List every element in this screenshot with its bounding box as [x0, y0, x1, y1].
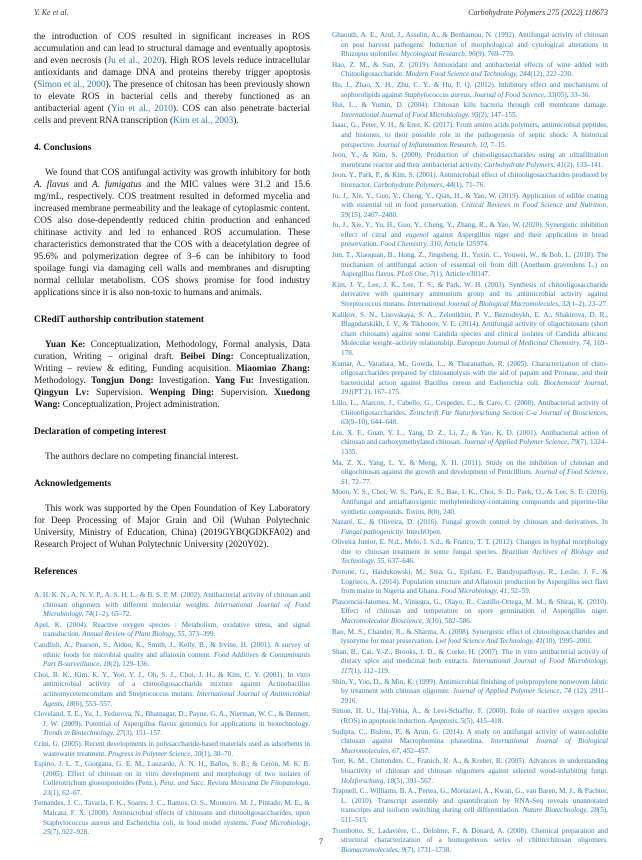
reference-item[interactable]: Apel, K. (2004). Reactive oxygen species : Metabolism, oxidative stress, and signal transduction. Annual Review of Plant Biology, 55, 373–399.	[34, 620, 310, 639]
reference-item[interactable]: Kulikov, S. N., Lisovskaya, S. A., Zelenikhin, P. V., Bezrodnykh, E. A., Shakirova, D. R., Blagodatskikh, I. V., & Tikhonov, V. E. (2014). Antifungal activity of oligochitosans (short chain chitosans) against some Candida species and clinical isolates of Candida albicans: Molecular weight–activity relationship. European Journal of Medicinal Chemistry, 74, 169–178.	[332, 310, 608, 357]
reference-item[interactable]: Cleveland, T. E., Yu, J., Fedorova, N., Bhatnagar, D., Payne, G. A., Nierman, W. C., & Bennett, J. W. (2009). Potential of Aspergillus flavus genomics for applications in biotechnology. Trends in Biotechnology, 27(3), 151–157.	[34, 710, 310, 738]
reference-item[interactable]: Crini, G. (2005). Recent developments in polysaccharide-based materials used as adsorbents in wastewater treatment. Progress in Polymer Science, 30(1), 38–70.	[34, 739, 310, 758]
references-list-left	[34, 591, 310, 838]
citation-link[interactable]: Yin et al., 2010	[111, 104, 173, 114]
reference-item[interactable]: Simon, H. U., Haj-Yehia, A., & Levi-Schaffer, F. (2000). Role of reactive oxygen species (ROS) in apoptosis induction. Apoptosis, 5(5), 415–418.	[332, 707, 608, 725]
reference-item[interactable]: Espino, J. L. T., Giorgana, G. E. M., Lauzardo, A. N. H., Baños, S. B., & Cerón, M. K. B. (2005). Effect of chitosan on in vitro development and morphology of two isolates of Colletotrichum gloeosporioides (Penz.). Penz. and Sacc. Revista Mexicana De Fitopatologa, 23(1), 62–67.	[34, 760, 310, 797]
reference-item[interactable]: Jun, T., Xiaoquan, B., Hong, Z., Jingsheng, H., Yuxin, C., Youwei, W., & Bob, L. (2018). The mechanism of antifungal action of essential oil from dill (Anethum graveolens L.) on Aspergillus flavus. PLoS One, 7(1), Article e30147.	[332, 251, 608, 279]
heading-credit-statement: CRediT authorship contribution statement	[34, 315, 205, 325]
two-column-layout	[34, 31, 608, 856]
heading-references: References	[34, 567, 78, 577]
reference-item[interactable]: Kim, J. Y., Lee, J. K., Lee, T. S., & Park, W. H. (2003). Synthesis of chitooligosaccharide derivative with quaternary ammonium group and its antimicrobial activity against Streptococcus mutans. International Journal of Biological Macromolecules, 32(1–2), 23–27.	[332, 280, 608, 309]
reference-item[interactable]: Nazaré, E., & Oliveira, D. (2016). Fungal growth control by chitosan and derivatives. In Fungal pathogenicity. IntechOpen.	[332, 518, 608, 536]
right-column	[332, 31, 608, 856]
reference-item[interactable]: Hao, Z. M., & Sun, Z. (2019). Antioxidant and antibacterial effects of wine added with Chitooligosaccharide. Modern Food Science and Technology, 244(12), 222–230.	[332, 60, 608, 79]
references-list-right	[332, 31, 608, 855]
citation-link[interactable]: Ju et al., 2020	[107, 56, 162, 66]
reference-item[interactable]: Liu, X. F., Guan, Y. L., Yang, D. Z., Li, Z., & Yao, K. D. (2001). Antibacterial action of chitosan and carboxymethylated chitosan. Journal of Applied Polymer Science, 79(7), 1324–1335.	[332, 428, 608, 456]
reference-item[interactable]: Shan, B., Cai, Y.-Z., Brooks, J. D., & Corke, H. (2007). The in vitro antibacterial activity of dietary spice and medicinal herb extracts. International Journal of Food Microbiology, 117(1), 112–119.	[332, 647, 609, 675]
reference-item[interactable]: Jeon, Y., Park, P., & Kim, S. (2001). Antimicrobial effect of chitooligosaccharides produced by bioreactor. Carbohydrate Polymers, 44(1), 71–76.	[332, 171, 608, 189]
reference-item[interactable]: Kumar, A., Varadara, M., Gowda, L., & Tharanathan, R. (2005). Characterization of chito-oligosaccharides prepared by chitosanolysis with the aid of papain and Pronase, and their bactericidal action against Bacillus cereus and Escherichia coli. Biochemical Journal, 391(PT 2), 167–175.	[332, 359, 608, 397]
running-head-authors: Y. Ke et al.	[34, 8, 69, 17]
reference-item[interactable]: Ma, Z. X., Yang, L. Y., & Meng, X. H. (2011). Study on the inhibition of chitosan and oligochitosan against the growth and development of Penicillium. Journal of Food Science, S1, 72–77.	[332, 458, 608, 486]
reference-item[interactable]: Jeon, Y., & Kim, S. (2000). Production of chitooligosaccharides using an ultrafiltration membrane reactor and their antibacterial activity. Carbohydrate Polymers, 41(2), 133–141.	[332, 151, 608, 169]
reference-item[interactable]: Perrone, G., Haidukowski, M., Stea, G., Epifani, F., Bandyopadhyay, R., Leslie, J. F., & Logrieco, A. (2014). Population structure and Aflatoxin production by Aspergillus sect flavi from maize in Nigeria and Ghana. Food Microbiology, 41, 52–59.	[332, 568, 608, 596]
page-header	[34, 8, 608, 17]
reference-item[interactable]: Rao, M. S., Chander, R., & Sharma, A. (2008). Synergistic effect of chitooligosaccharides and lysozyme for meat preservation. Lwt food Science And Technology, 41(10), 1995–2001.	[332, 627, 608, 646]
journal-citation: Carbohydrate Polymers 275 (2022) 118673	[468, 8, 608, 17]
reference-item[interactable]: Lillo, L., Alarcon, J., Cabello, G., Cespedes, C., & Caro, C. (2008). Antibacterial activity of Chitooligosaccharides. Zeitschrift Fur Naturforschung Section C-a Journal of Biosciences, 63(9–10), 644–648.	[332, 398, 609, 427]
reference-item[interactable]: Shin, Y., Yoo, D., & Min, K. (1999). Antimicrobial finishing of polypropylene nonwoven fabric by treatment with chitosan oligomer. Journal of Applied Polymer Science, 74 (12), 2911–2916.	[332, 677, 608, 705]
paragraph-acknowledgements: This work was supported by the Open Foundation of Key Laboratory for Deep Processing of Major Grain and Oil (Wuhan Polytechnic University, Ministry of Education, China) (2019GYBQGDKFA02) and Research Project of Wuhan Polytechnic University (2020Y02).	[34, 504, 310, 550]
reference-item[interactable]: Hui, L., & Yumin, D. (2004). Chitosan kills bacteria through cell membrane damage. International Journal of Food Microbiology, 95(2), 147–155.	[332, 101, 608, 119]
left-column	[34, 31, 310, 856]
reference-item[interactable]: Fernandes, J. C., Tavaria, F. K., Soares, J. C., Ramos, O. S., Monteiro, M. J., Pintado, M. E., & Malcata, F. X. (2008). Antimicrobial effects of chitosans and chitooligosaccharides, upon Staphylococcus aureus and Escherichia coli, in food model systems. Food Microbiology, 25(7), 922–928.	[34, 799, 310, 837]
reference-item[interactable]: Ghaouth, A. E., Arul, J., Asselin, A., & Benhamou, N. (1992). Antifungal activity of chitosan on post harvest pathogens: Induction of morphological and cytological alterations in Rhizopus stolonifer. Mycological Research, 96(9), 769–779.	[332, 31, 608, 59]
reference-item[interactable]: Oliveira Junior, E. N.d., Melo, I. S.d., & Franco, T. T. (2012). Changes in hyphal morphology due to chitosan treatment in some fungal species. Brazilian Archives of Biology and Technology, 55, 637–646.	[332, 538, 608, 566]
citation-link[interactable]: Simon et al., 2000	[37, 80, 106, 90]
reference-item[interactable]: Hu, J., Zhao, X. H., Zhu, C. Y., & Hu, F. Q. (2012). Inhibitory effect and mechanisms of sophorolipids against Staphylococcus aureus. Journal of Food Science, 33(05), 33–36.	[332, 80, 608, 99]
reference-item[interactable]: Plascencia-Jatomea, M., Viniegra, G., Olayo, R., Castillo-Ortega, M. M., & Shirai, K. (2010). Effect of chitosan and temperature on spore germination of Aspergillus niger. Macromolecular Bioscience, 3(10), 582–586.	[332, 597, 608, 626]
reference-item[interactable]: Ju, J., Xie, Y., Yu, H., Guo, Y., Cheng, Y., Zhang, R., & Yao, W. (2020). Synergistic inhibition effect of citral and eugenol against Aspergillus niger and their application in bread preservation. Food Chemistry, 310, Article 125974.	[332, 221, 608, 249]
reference-item[interactable]: Ju, J., Xie, Y., Guo, Y., Cheng, Y., Qian, H., & Yao, W. (2019). Application of edible coating with essential oil in food preservation. Critical Reviews in Food Science and Nutrition, 59(15), 2467–2480.	[332, 191, 609, 219]
heading-acknowledgements: Acknowledgements	[34, 479, 111, 489]
paragraph-conclusions: We found that COS antifungal activity was growth inhibitory for both A. flavus and A. fumigatus and the MIC values were 31.2 and 15.6 mg/mL, respectively. COS treatment resulted in deformed mycelia and increased membrane permeability and the leakage of cytoplasmic content. COS also dose-dependently reduced chitin production and enhanced chitinase activity and led to enhanced ROS accumulation. These characteristics demonstrated that the COS with a deacetylation degree of 95.6% and polymerization degree of 3–6 can be inhibitory to food spoilage fungi via damaging cell walls and membranes and disrupting normal cellular metabolism. COS shows promise for food industry applications since it is also non-toxic to humans and animals.	[34, 168, 310, 298]
reference-item[interactable]: Choi, B. K., Kim, K. Y., Yoo, Y. J., Oh, S. J., Choi, J. H., & Kim, C. Y. (2001). In vitro antimicrobial activity of a chitooligosaccharide mixture against Actinobacillus actinomycetemcomitans and Streptococcus mutans. International Journal of Antimicrobial Agents, 18(6), 553–557.	[34, 670, 310, 708]
citation-link[interactable]: Kim et al., 2003	[173, 116, 234, 126]
reference-item[interactable]: Trapnell, C., Williams, B. A., Pertea, G., Mortazavi, A., Kwan, G., van Baren, M. J., & Pachter, L. (2010). Transcript assembly and quantification by RNA-Seq reveals unannotated transcripts and isoform switching during cell differentiation. Nature Biotechnology, 28(5), 511–515.	[332, 787, 608, 824]
reference-item[interactable]: Sudipta, C., Bishnu, P., & Arun, G. (2014). A study on antifungal activity of water-soluble chitosan against Macrophomina phaseolina. International Journal of Biological Macromolecules, 67, 452–457.	[332, 727, 608, 755]
reference-item[interactable]: Trombotto, S., Ladavière, C., Delolme, F., & Donard, A. (2008). Chemical preparation and structural characterization of a homogeneous series of chitin/chitosan oligomers. Biomacromolecules, 9(7), 1731–1738.	[332, 826, 608, 854]
heading-conclusions: 4. Conclusions	[34, 143, 92, 153]
reference-item[interactable]: A, H. K. N., A, N. Y. P., A, S. H. L., & B, S. P. M. (2002). Antibacterial activity of chitosan and chitosan oligomers with different molecular weights. International Journal of Food Microbiology, 74(1–2), 65–72.	[34, 591, 310, 619]
reference-item[interactable]: Torr, K. M., Chittenden, C., Franich, R. A., & Kreber, B. (2005). Advances in understanding bioactivity of chitosan and chitosan oligomers against selected wood-inhabiting fungi. Holzforschung, 18(5), 391–567.	[332, 757, 608, 785]
reference-item[interactable]: Isaac, G., Peter, V. H., & Erez, K. (2017). From amino acids polymers, antimicrobial peptides, and histones, to their possible role in the pathogenesis of septic shock: A historical perspective. Journal of Inflammation Research, 10, 7–15.	[332, 121, 608, 149]
heading-declaration-of-competing-interest: Declaration of competing interest	[34, 427, 167, 437]
paragraph-intro-continuation: the introduction of COS resulted in significant increases in ROS accumulation and can lead to structural damage and eventually apoptosis and even necrosis (Ju et al., 2020). High ROS levels reduce intracellular antioxidants and damage DNA and proteins thereby trigger apoptosis (Simon et al., 2000). The presence of chitosan has been previously shown to elevate ROS in bacterial cells and thereby functioned as an antibacterial agent (Yin et al., 2010). COS can also penetrate bacterial cells and prevent RNA transcription (Kim et al., 2003).	[34, 32, 311, 126]
reference-item[interactable]: Candlish, A., Pearson, S., Aidoo, K., Smith, J., Kelly, B., & Irvine, H. (2001). A survey of ethnic foods for microbial quality and aflatoxin content. Food Additives & Contaminants Part B-surveillance, 18(2), 129–136.	[34, 640, 311, 669]
reference-item[interactable]: Moon, Y. S., Choi, W. S., Park, E. S., Bae, I. K., Choi, S. D., Paek, O., & Lee, S. E. (2016). Antifungal and antiaflatoxigenic methylenedioxy-containing compounds and piperine-like synthetic compounds. Toxins, 8(8), 240.	[332, 488, 608, 516]
paragraph-credit-statement: Yuan Ke: Conceptualization, Methodology, Formal analysis, Data curation, Writing – original draft. Beibei Ding: Conceptualization, Writing – review & editing, Funding acquisition. Miaomiao Zhang: Methodology. Tongjun Dong: Investigation. Yang Fu: Investigation. Qingyun Lv: Supervision. Wenping Ding: Supervision. Xuedong Wang: Conceptualization, Project administration.	[34, 340, 311, 410]
paragraph-declaration: The authors declare no competing financial interest.	[45, 452, 239, 462]
page-number: 7	[318, 836, 324, 846]
